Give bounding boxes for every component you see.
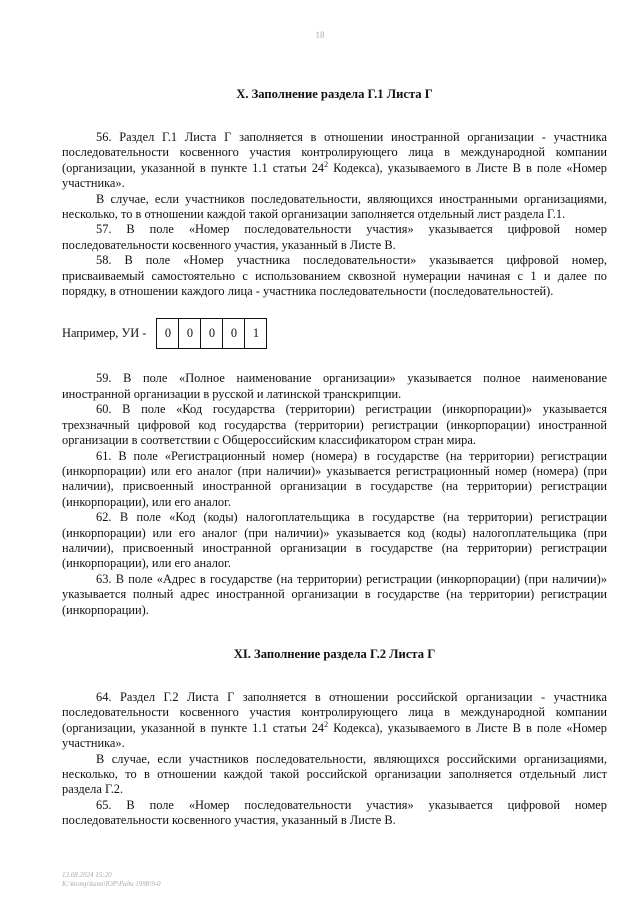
digit-cell: 0 (223, 319, 245, 348)
digit-cells (156, 318, 267, 349)
paragraph-59: 59. В поле «Полное наименование организации» указывается полное наименование иностранной организации в русской и латинской транскрипции. (62, 371, 607, 401)
paragraph-57: 57. В поле «Номер последовательности участия» указывается цифровой номер последовательности косвенного участия, указанный в Листе В. (62, 222, 607, 252)
paragraph-64-continuation: В случае, если участников последовательности, являющихся российскими организациями, несколько, то в отношении каждой такой российской организации заполняется отдельный лист раздела Г.2. (62, 751, 607, 797)
paragraph-61: 61. В поле «Регистрационный номер (номера) в государстве (на территории) регистрации (инкорпорации) или его аналог (при наличии)» указывается регистрационный номер (номера) (при наличии), присвоенный иностранной организации в государстве (на территории) регистрации (инкорпорации), или его аналог. (62, 448, 607, 509)
page-number: 18 (315, 30, 325, 40)
document-body (62, 86, 607, 829)
example-label: Например, УИ - (62, 326, 147, 341)
digit-cell: 0 (157, 319, 179, 348)
footer-path: К:\ktomp\kami\ЮР\Ради 1998\9-0 (62, 880, 161, 888)
paragraph-63: 63. В поле «Адрес в государстве (на территории) регистрации (инкорпорации) (при наличии)» указывается полный адрес иностранной организации в государстве (на территории) регистрации (инкорпорации). (62, 571, 607, 617)
paragraph-58: 58. В поле «Номер участника последовательности» указывается цифровой номер, присваиваемый самостоятельно с использованием сквозной нумерации начиная с 1 и далее по порядку, в отношении каждого лица - участника последовательности (последовательностей). (62, 253, 607, 299)
digit-cell: 1 (252, 326, 260, 341)
footer-stamp (62, 871, 161, 889)
paragraph-56: 56. Раздел Г.1 Листа Г заполняется в отношении иностранной организации - участника последовательности косвенного участия контролирующего лица в международной компании (организации, указанной в пункте 1.1 статьи $24^2$ Кодекса), указываемого в Листе В в поле «Номер участника». (62, 130, 607, 191)
section-10-title: X. Заполнение раздела Г.1 Листа Г (236, 87, 433, 101)
footer-date: 13.08.2024 15:20 (62, 871, 112, 879)
paragraph-60: 60. В поле «Код государства (территории) регистрации (инкорпорации)» указывается трехзначный цифровой код государства (территории) регистрации (инкорпорации) иностранной организации в соответствии с Общероссийским классификатором стран мира. (62, 402, 607, 448)
section-11-title: XI. Заполнение раздела Г.2 Листа Г (233, 646, 436, 661)
paragraph-65: 65. В поле «Номер последовательности участия» указывается цифровой номер последовательности косвенного участия, указанный в Листе В. (62, 797, 607, 828)
paragraph-64: 64. Раздел Г.2 Листа Г заполняется в отношении российской организации - участника последовательности косвенного участия контролирующего лица в международной компании (организации, указанной в пункте 1.1 статьи $24^2$ Кодекса), указываемого в Листе В в поле «Номер участника». (62, 689, 607, 751)
digit-cell: 0 (179, 319, 201, 348)
digit-cell: 0 (201, 319, 223, 348)
example-ui-box (62, 318, 607, 349)
paragraph-56-continuation: В случае, если участников последовательности, являющихся иностранными организациями, несколько, то в отношении каждой такой организации заполняется отдельный лист раздела Г.1. (62, 191, 607, 222)
paragraph-62: 62. В поле «Код (коды) налогоплательщика в государстве (на территории) регистрации (инкорпорации) или его аналог (при наличии)» указывается код (коды) налогоплательщика (при наличии), присвоенный иностранной организации в государстве (на территории) регистрации (инкорпорации), или его аналог. (62, 510, 607, 571)
